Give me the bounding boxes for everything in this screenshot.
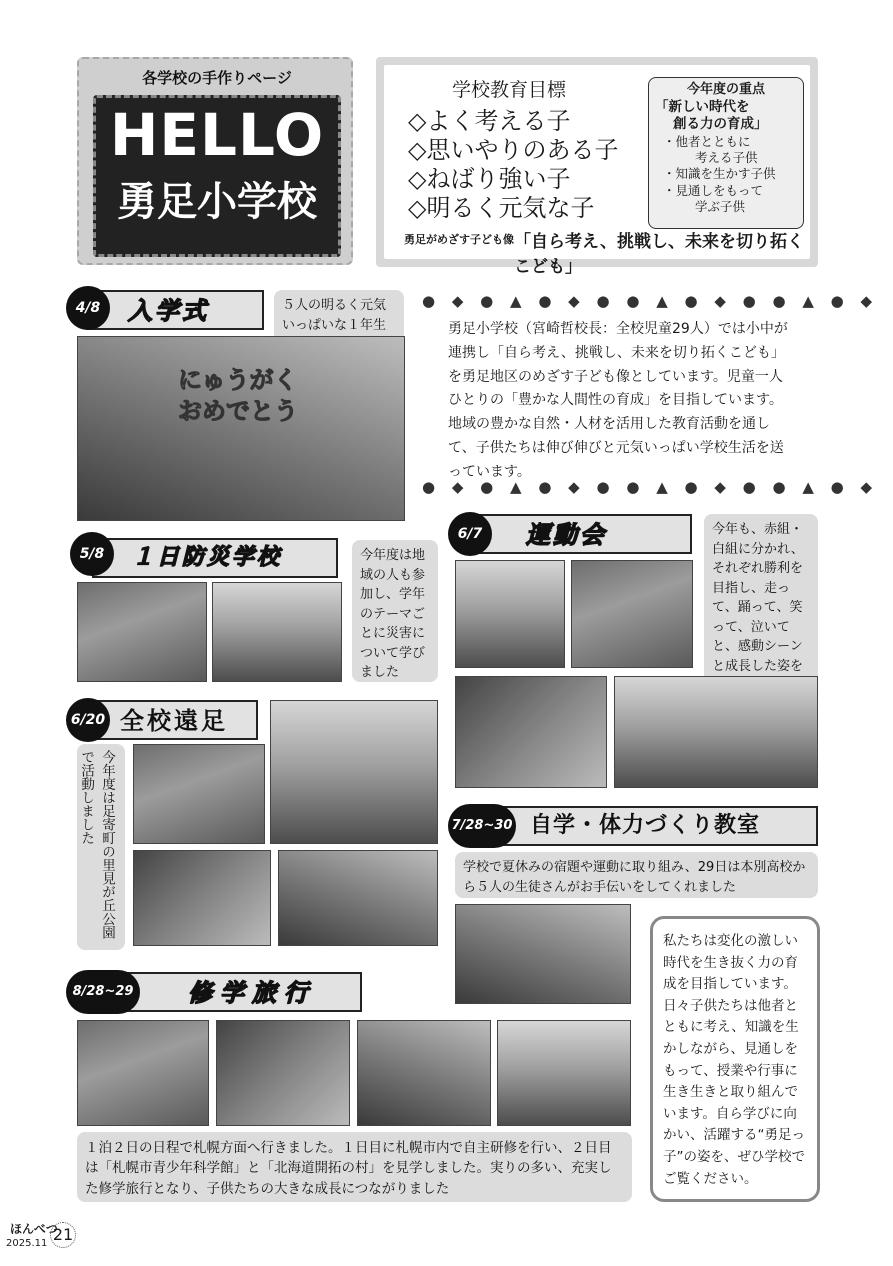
goals-title: 学校教育目標 <box>452 79 567 101</box>
priority-item: ・知識を生かす子供 <box>663 166 776 182</box>
ideal-text: 「自ら考え、挑戦し、未来を切り拓くこども」 <box>514 232 805 277</box>
photo-ensoku-3 <box>133 850 271 946</box>
photo-undokai-3 <box>455 676 607 788</box>
footer-date: 2025.11 <box>6 1238 48 1249</box>
priority-item: 学ぶ子供 <box>695 198 746 214</box>
section-title: 全校遠足 <box>120 707 228 735</box>
caption-bousai: 今年度は地域の人も参加し、学年のテーマごとに災害について学びました <box>352 540 438 682</box>
caption-nyugaku: ５人の明るく元気いっぱいな１年生 <box>274 290 404 358</box>
priority-box <box>648 77 804 229</box>
footer-publication: ほんべつ <box>10 1222 58 1236</box>
page-number: 21 <box>50 1222 76 1248</box>
stamp-inner <box>93 95 341 257</box>
section-title: 自学・体力づくり教室 <box>530 813 761 838</box>
section-title: 入学式 <box>128 297 209 325</box>
fruit-border-bottom: ● ◆ ● ▲ ● ◆ ● ● ▲ ● ◆ ● ● ▲ ● ◆ <box>422 478 879 496</box>
page-subtitle: 各学校の手作りページ <box>142 69 292 87</box>
section-banner-bousai <box>92 538 338 578</box>
photo-entrance-ceremony <box>77 336 405 521</box>
photo-ensoku-4 <box>278 850 438 946</box>
priority-item: ・見通しをもって <box>663 182 764 198</box>
date-badge: 4/8 <box>66 286 110 330</box>
message-box: 私たちは変化の激しい時代を生き抜く力の育成を目指しています。日々子供たちは他者とともに考え、知識を生かしながら、見通しをもって、授業や行事に生き生きと取り組んでいます。自ら学びに向かい、活躍する“勇足っ子”の姿を、ぜひ学校でご覧ください。 <box>650 916 820 1202</box>
date-badge: 7/28~30 <box>448 804 516 848</box>
photo-undokai-1 <box>455 560 565 668</box>
section-banner-undokai <box>474 514 692 554</box>
date-badge: 6/7 <box>448 512 492 556</box>
caption-undokai: 今年も、赤組・白組に分かれ、それぞれ勝利を目指し、走って、踊って、笑って、泣いてと、感動シーンと成長した姿を <box>704 514 818 704</box>
education-goals-box <box>376 57 818 277</box>
photo-shugaku-2 <box>216 1020 350 1126</box>
goal-item: ◇よく考える子 <box>408 107 571 135</box>
fruit-border-top: ● ◆ ● ▲ ● ◆ ● ● ▲ ● ◆ ● ● ▲ ● ◆ <box>422 292 879 310</box>
section-title: 修学旅行 <box>188 979 316 1007</box>
date-badge: 8/28~29 <box>66 970 140 1014</box>
priority-item: 考える子供 <box>695 150 758 166</box>
ideal-label: 勇足がめざす子ども像 <box>404 233 514 246</box>
caption-ensoku: 今年度は足寄町の里見が丘公園で活動しました <box>77 744 125 950</box>
priority-slogan: 創る力の育成」 <box>673 116 768 133</box>
section-title: 運動会 <box>526 521 607 549</box>
priority-slogan: 「新しい時代を <box>655 98 750 115</box>
hello-title: HELLO <box>109 101 325 169</box>
caption-jigaku: 学校で夏休みの宿題や運動に取り組み、29日は本別高校から５人の生徒さんがお手伝いをしてくれました <box>455 852 818 898</box>
goal-item: ◇思いやりのある子 <box>408 136 619 164</box>
goals-paper <box>384 65 810 277</box>
photo-ensoku-1 <box>133 744 265 844</box>
header-stamp <box>77 57 353 265</box>
section-banner-nyugaku <box>86 290 264 330</box>
date-badge: 6/20 <box>66 698 110 742</box>
intro-text: 勇足小学校（宮崎哲校長：全校児童29人）では小中が連携し「自ら考え、挑戦し、未来を切り拓くこども」を勇足地区のめざす子ども像としています。児童一人ひとりの「豊かな人間性の育成」を目指しています。地域の豊かな自然・人材を活用した教育活動を通して、子供たちは伸び伸びと元気いっぱい学校生活を送っています。 <box>448 321 788 480</box>
goal-item: ◇ねばり強い子 <box>408 165 571 193</box>
section-banner-ensoku <box>90 700 258 740</box>
photo-ensoku-2 <box>270 700 438 844</box>
photo-shugaku-4 <box>497 1020 631 1126</box>
priority-item: ・他者とともに <box>663 133 751 149</box>
caption-shugaku: １泊２日の日程で札幌方面へ行きました。１日目に札幌市内で自主研修を行い、２日目は「札幌市青少年科学館」と「北海道開拓の村」を見学しました。実りの多い、充実した修学旅行となり、子供たちの大きな成長につながりました <box>77 1132 632 1202</box>
photo-undokai-4 <box>614 676 818 788</box>
photo-shugaku-3 <box>357 1020 491 1126</box>
photo-shugaku-1 <box>77 1020 209 1126</box>
photo-bousai-2 <box>212 582 342 682</box>
school-name: 勇足小学校 <box>117 179 317 225</box>
photo-jigaku <box>455 904 631 1004</box>
priority-heading: 今年度の重点 <box>686 82 765 97</box>
section-title: １日防災学校 <box>132 545 283 570</box>
date-badge: 5/8 <box>70 532 114 576</box>
photo-bousai-1 <box>77 582 207 682</box>
banner-photo-text: にゅうがく おめでとう <box>178 366 298 426</box>
goal-item: ◇明るく元気な子 <box>408 194 595 222</box>
section-banner-jigaku <box>478 806 818 846</box>
photo-undokai-2 <box>571 560 693 668</box>
